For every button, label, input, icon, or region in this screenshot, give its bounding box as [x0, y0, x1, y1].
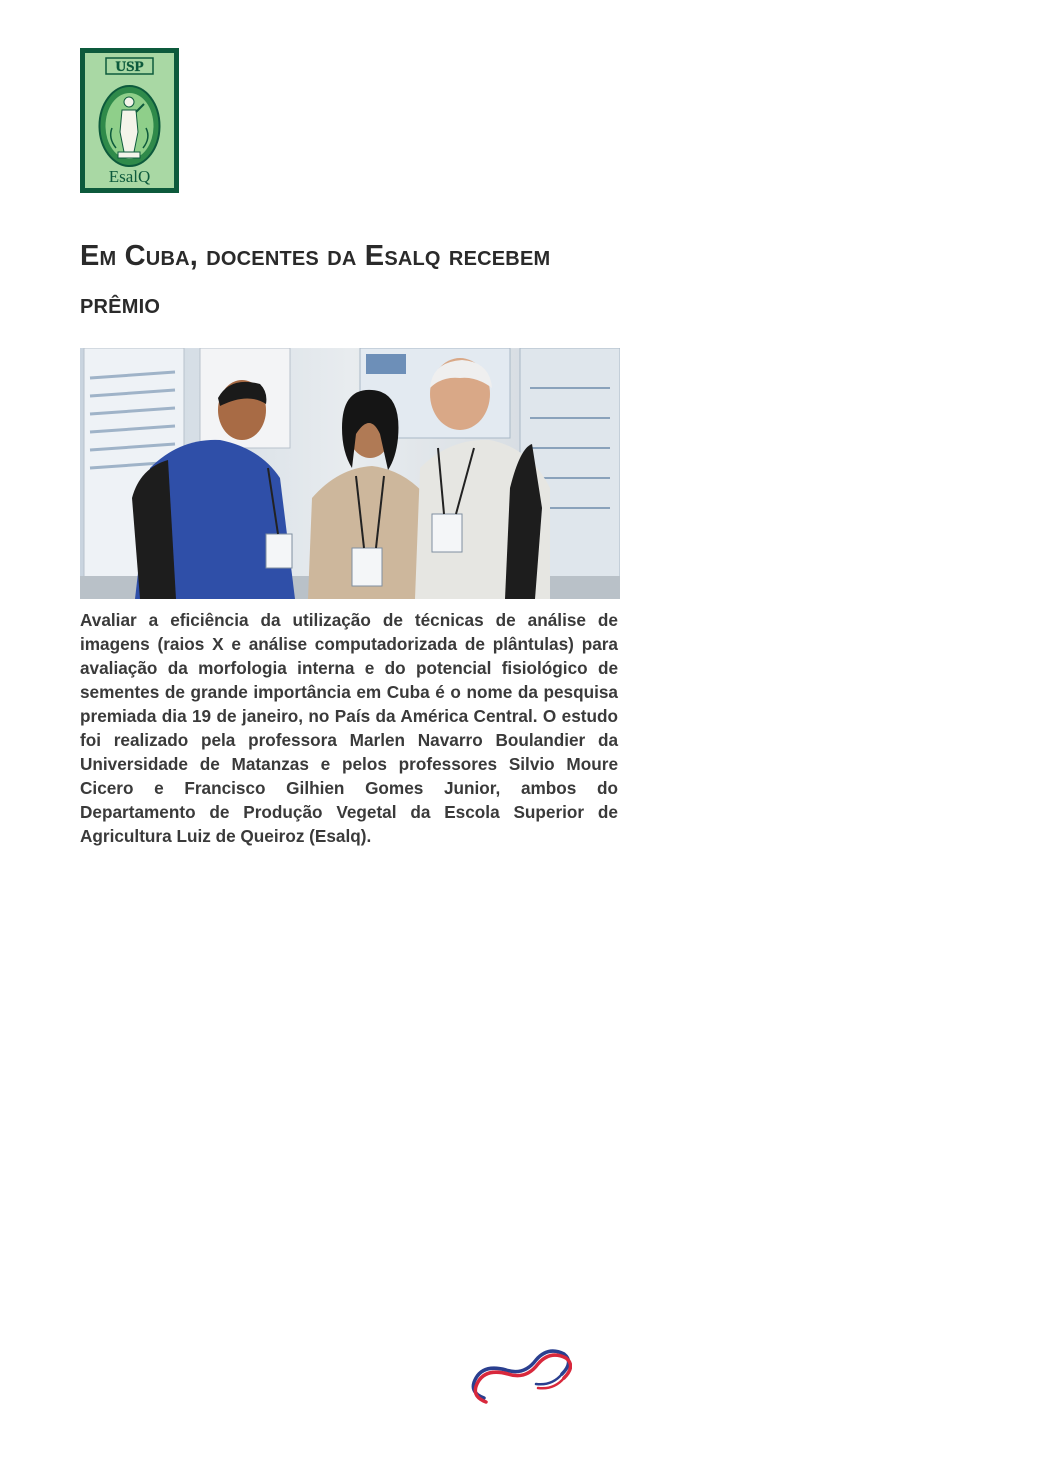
usp-esalq-crest-icon	[80, 48, 179, 193]
footer-logo	[466, 1342, 572, 1406]
logo-bottom-text: EsalQ	[108, 167, 151, 186]
three-people-at-poster-session-photo	[80, 348, 620, 599]
logo-top-text: USP	[115, 59, 144, 75]
article-headline: Em Cuba, docentes da Esalq recebem prêmio	[80, 240, 551, 320]
article-photo	[80, 348, 620, 599]
esalq-logo	[80, 48, 179, 193]
loop-ribbon-logo-icon	[466, 1342, 572, 1406]
article-body: Avaliar a eficiência da utilização de técnicas de análise de imagens (raios X e análise computadorizada de plântulas) para avaliação da morfologia interna e do potencial fisiológico de sementes de grande importância em Cuba é o nome da pesquisa premiada dia 19 de janeiro, no País da América Central. O estudo foi realizado pela professora Marlen Navarro Boulandier da Universidade de Matanzas e pelos professores Silvio Moure Cicero e Francisco Gilhien Gomes Junior, ambos do Departamento de Produção Vegetal da Escola Superior de Agricultura Luiz de Queiroz (Esalq).	[80, 610, 618, 846]
